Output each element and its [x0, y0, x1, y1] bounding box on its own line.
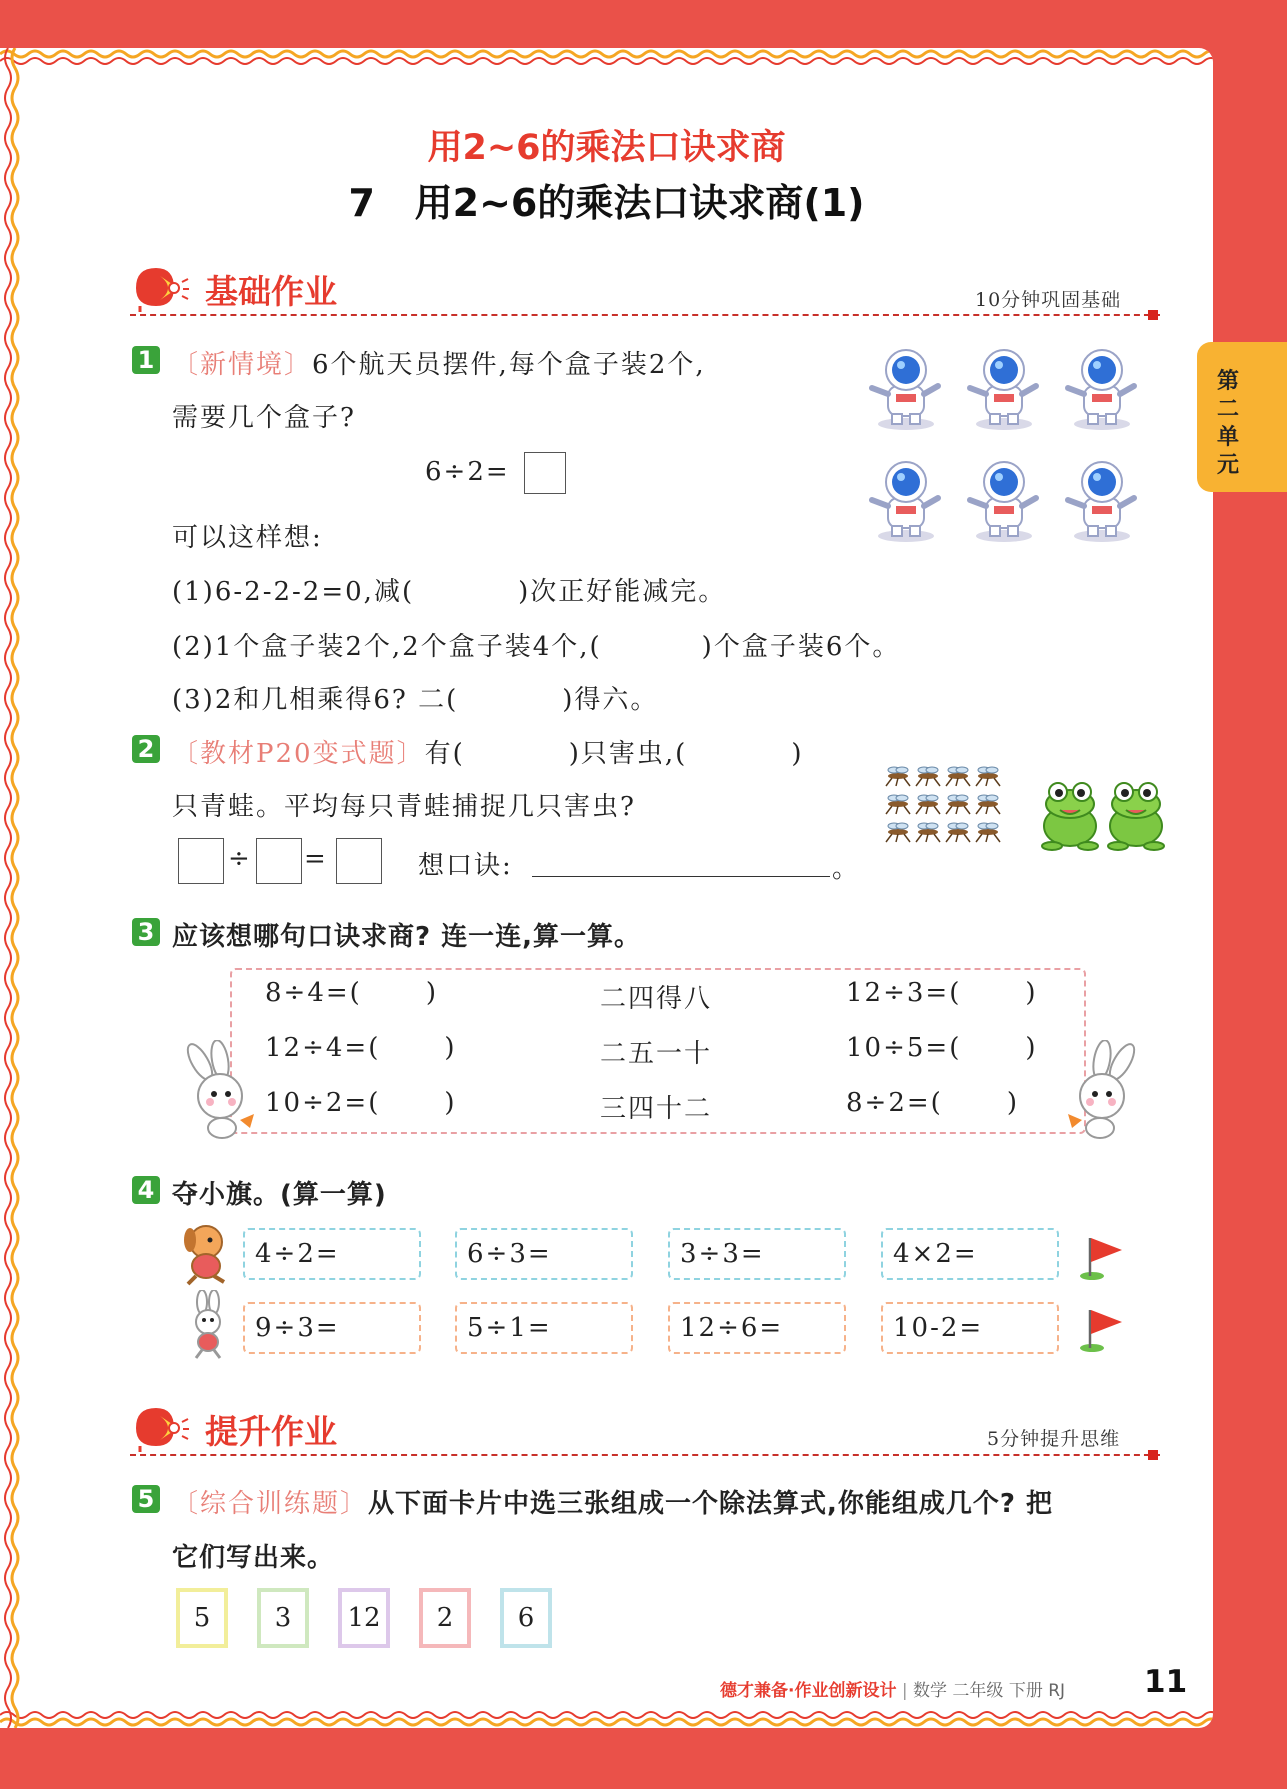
puppy-icon — [174, 1222, 234, 1286]
question-number: 3 — [132, 918, 160, 946]
q2-tag: 〔教材P20变式题〕 — [172, 739, 425, 769]
lesson-number: 7 — [348, 181, 375, 225]
step-text: )得六。 — [562, 685, 659, 715]
paren: ) — [1025, 1033, 1038, 1063]
unit-side-tab — [1197, 342, 1287, 492]
q2-line2: 只青蛙。平均每只青蛙捕捉几只害虫? — [172, 792, 636, 822]
expression: 10÷5=( — [846, 1033, 962, 1063]
expression: 10÷2=( — [265, 1088, 381, 1118]
exercise-box[interactable]: 3÷3= — [668, 1228, 846, 1280]
match-rhyme[interactable]: 三四十二 — [600, 1094, 713, 1124]
exercise-box[interactable]: 12÷6= — [668, 1302, 846, 1354]
section-note-basic: 10分钟巩固基础 — [975, 289, 1122, 311]
match-right-item[interactable] — [846, 1033, 1038, 1063]
q1-step2 — [172, 626, 900, 663]
q2-period: 。 — [832, 854, 861, 884]
lantern-icon — [130, 262, 190, 314]
match-rhyme[interactable]: 二四得八 — [600, 984, 713, 1014]
flag-icon — [1078, 1304, 1128, 1354]
q2-line1 — [172, 733, 803, 770]
expression: 12÷4=( — [265, 1033, 381, 1063]
q4-prompt: 夺小旗。(算一算) — [172, 1180, 387, 1210]
q1-step3 — [172, 679, 658, 716]
q3-prompt: 应该想哪句口诀求商? 连一连,算一算。 — [172, 922, 642, 952]
division-sign: ÷ — [228, 844, 252, 874]
exercise-box[interactable]: 10-2= — [881, 1302, 1059, 1354]
divider-end-mark — [1148, 1450, 1158, 1460]
q1-text: 6个航天员摆件,每个盒子装2个, — [312, 350, 706, 380]
expression: 12÷3=( — [846, 978, 962, 1008]
flag-icon — [1078, 1232, 1128, 1282]
pests-frogs-illustration — [880, 760, 1170, 856]
q1-line1 — [172, 344, 706, 381]
step-text: )个盒子装6个。 — [701, 632, 901, 662]
exercise-box[interactable]: 6÷3= — [455, 1228, 633, 1280]
q1-tag: 〔新情境〕 — [172, 350, 313, 380]
expression: 8÷4=( — [265, 978, 362, 1008]
paren: ) — [425, 978, 438, 1008]
number-card[interactable]: 2 — [419, 1588, 471, 1648]
exercise-box[interactable]: 4÷2= — [243, 1228, 421, 1280]
q1-step1 — [172, 571, 726, 608]
section-note-advanced: 5分钟提升思维 — [987, 1428, 1121, 1450]
q5-line1 — [172, 1483, 1053, 1520]
match-right-item[interactable] — [846, 978, 1038, 1008]
side-tab-char: 第 — [1216, 369, 1239, 394]
answer-box[interactable] — [336, 838, 382, 884]
exercise-box[interactable]: 9÷3= — [243, 1302, 421, 1354]
q1-think: 可以这样想: — [172, 523, 323, 553]
side-tab-char: 元 — [1216, 453, 1239, 478]
wavy-border-top — [0, 48, 1213, 70]
step-text: (3)2和几相乘得6? 二( — [172, 685, 459, 715]
answer-box[interactable] — [524, 452, 566, 494]
number-card[interactable]: 12 — [338, 1588, 390, 1648]
footer: 德才兼备·作业创新设计 | 数学 二年级 下册 RJ — [720, 1681, 1066, 1701]
question-number: 2 — [132, 735, 160, 763]
number-card[interactable]: 3 — [257, 1588, 309, 1648]
answer-box[interactable] — [178, 838, 224, 884]
lantern-icon — [130, 1402, 190, 1454]
paren: ) — [444, 1088, 457, 1118]
paren: ) — [1006, 1088, 1019, 1118]
exercise-box[interactable]: 5÷1= — [455, 1302, 633, 1354]
q2-text: )只害虫,( — [568, 739, 688, 769]
q1-line2: 需要几个盒子? — [172, 403, 356, 433]
match-left-item[interactable] — [265, 978, 438, 1008]
divider-end-mark — [1148, 310, 1158, 320]
page-number: 11 — [1144, 1664, 1188, 1700]
q5-text: 从下面卡片中选三张组成一个除法算式,你能组成几个? 把 — [368, 1489, 1054, 1519]
side-tab-char: 二 — [1216, 397, 1239, 422]
match-rhyme[interactable]: 二五一十 — [600, 1039, 713, 1069]
equals-sign: = — [304, 844, 328, 874]
answer-line[interactable] — [532, 876, 830, 877]
exercise-box[interactable]: 4×2= — [881, 1228, 1059, 1280]
astronaut-illustration — [860, 340, 1150, 560]
question-number: 1 — [132, 346, 160, 374]
number-card[interactable]: 6 — [500, 1588, 552, 1648]
section-divider — [130, 314, 1160, 316]
match-left-item[interactable] — [265, 1088, 457, 1118]
step-text: (1)6-2-2-2=0,减( — [172, 577, 415, 607]
match-right-item[interactable] — [846, 1088, 1019, 1118]
expression: 8÷2=( — [846, 1088, 943, 1118]
q2-think-label: 想口诀: — [418, 851, 513, 881]
bunny-icon — [1062, 1040, 1152, 1140]
lesson-title: 用2~6的乘法口诀求商 — [427, 128, 786, 168]
answer-box[interactable] — [256, 838, 302, 884]
number-card[interactable]: 5 — [176, 1588, 228, 1648]
section-divider — [130, 1454, 1160, 1456]
step-text: (2)1个盒子装2个,2个盒子装4个,( — [172, 632, 602, 662]
question-number: 5 — [132, 1485, 160, 1513]
lesson-subtitle: 用2~6的乘法口诀求商(1) — [414, 181, 865, 225]
step-text: )次正好能减完。 — [518, 577, 727, 607]
paren: ) — [1025, 978, 1038, 1008]
bunny-runner-icon — [180, 1290, 234, 1360]
footer-brand: 德才兼备·作业创新设计 — [720, 1681, 897, 1701]
section-title-basic: 基础作业 — [205, 272, 337, 311]
footer-info: 数学 二年级 下册 RJ — [913, 1681, 1066, 1701]
q2-text: 有( — [424, 739, 465, 769]
wavy-border-bottom — [0, 1706, 1213, 1728]
q1-equation: 6÷2= — [425, 457, 510, 487]
page-title — [0, 172, 1213, 227]
q2-text: ) — [791, 739, 804, 769]
question-number: 4 — [132, 1176, 160, 1204]
wavy-border-right — [0, 48, 22, 1728]
paren: ) — [444, 1033, 457, 1063]
side-tab-char: 单 — [1216, 425, 1239, 450]
match-left-item[interactable] — [265, 1033, 457, 1063]
q5-tag: 〔综合训练题〕 — [172, 1489, 369, 1519]
q5-line2: 它们写出来。 — [172, 1543, 335, 1573]
bunny-icon — [170, 1040, 260, 1140]
section-title-advanced: 提升作业 — [205, 1412, 337, 1451]
